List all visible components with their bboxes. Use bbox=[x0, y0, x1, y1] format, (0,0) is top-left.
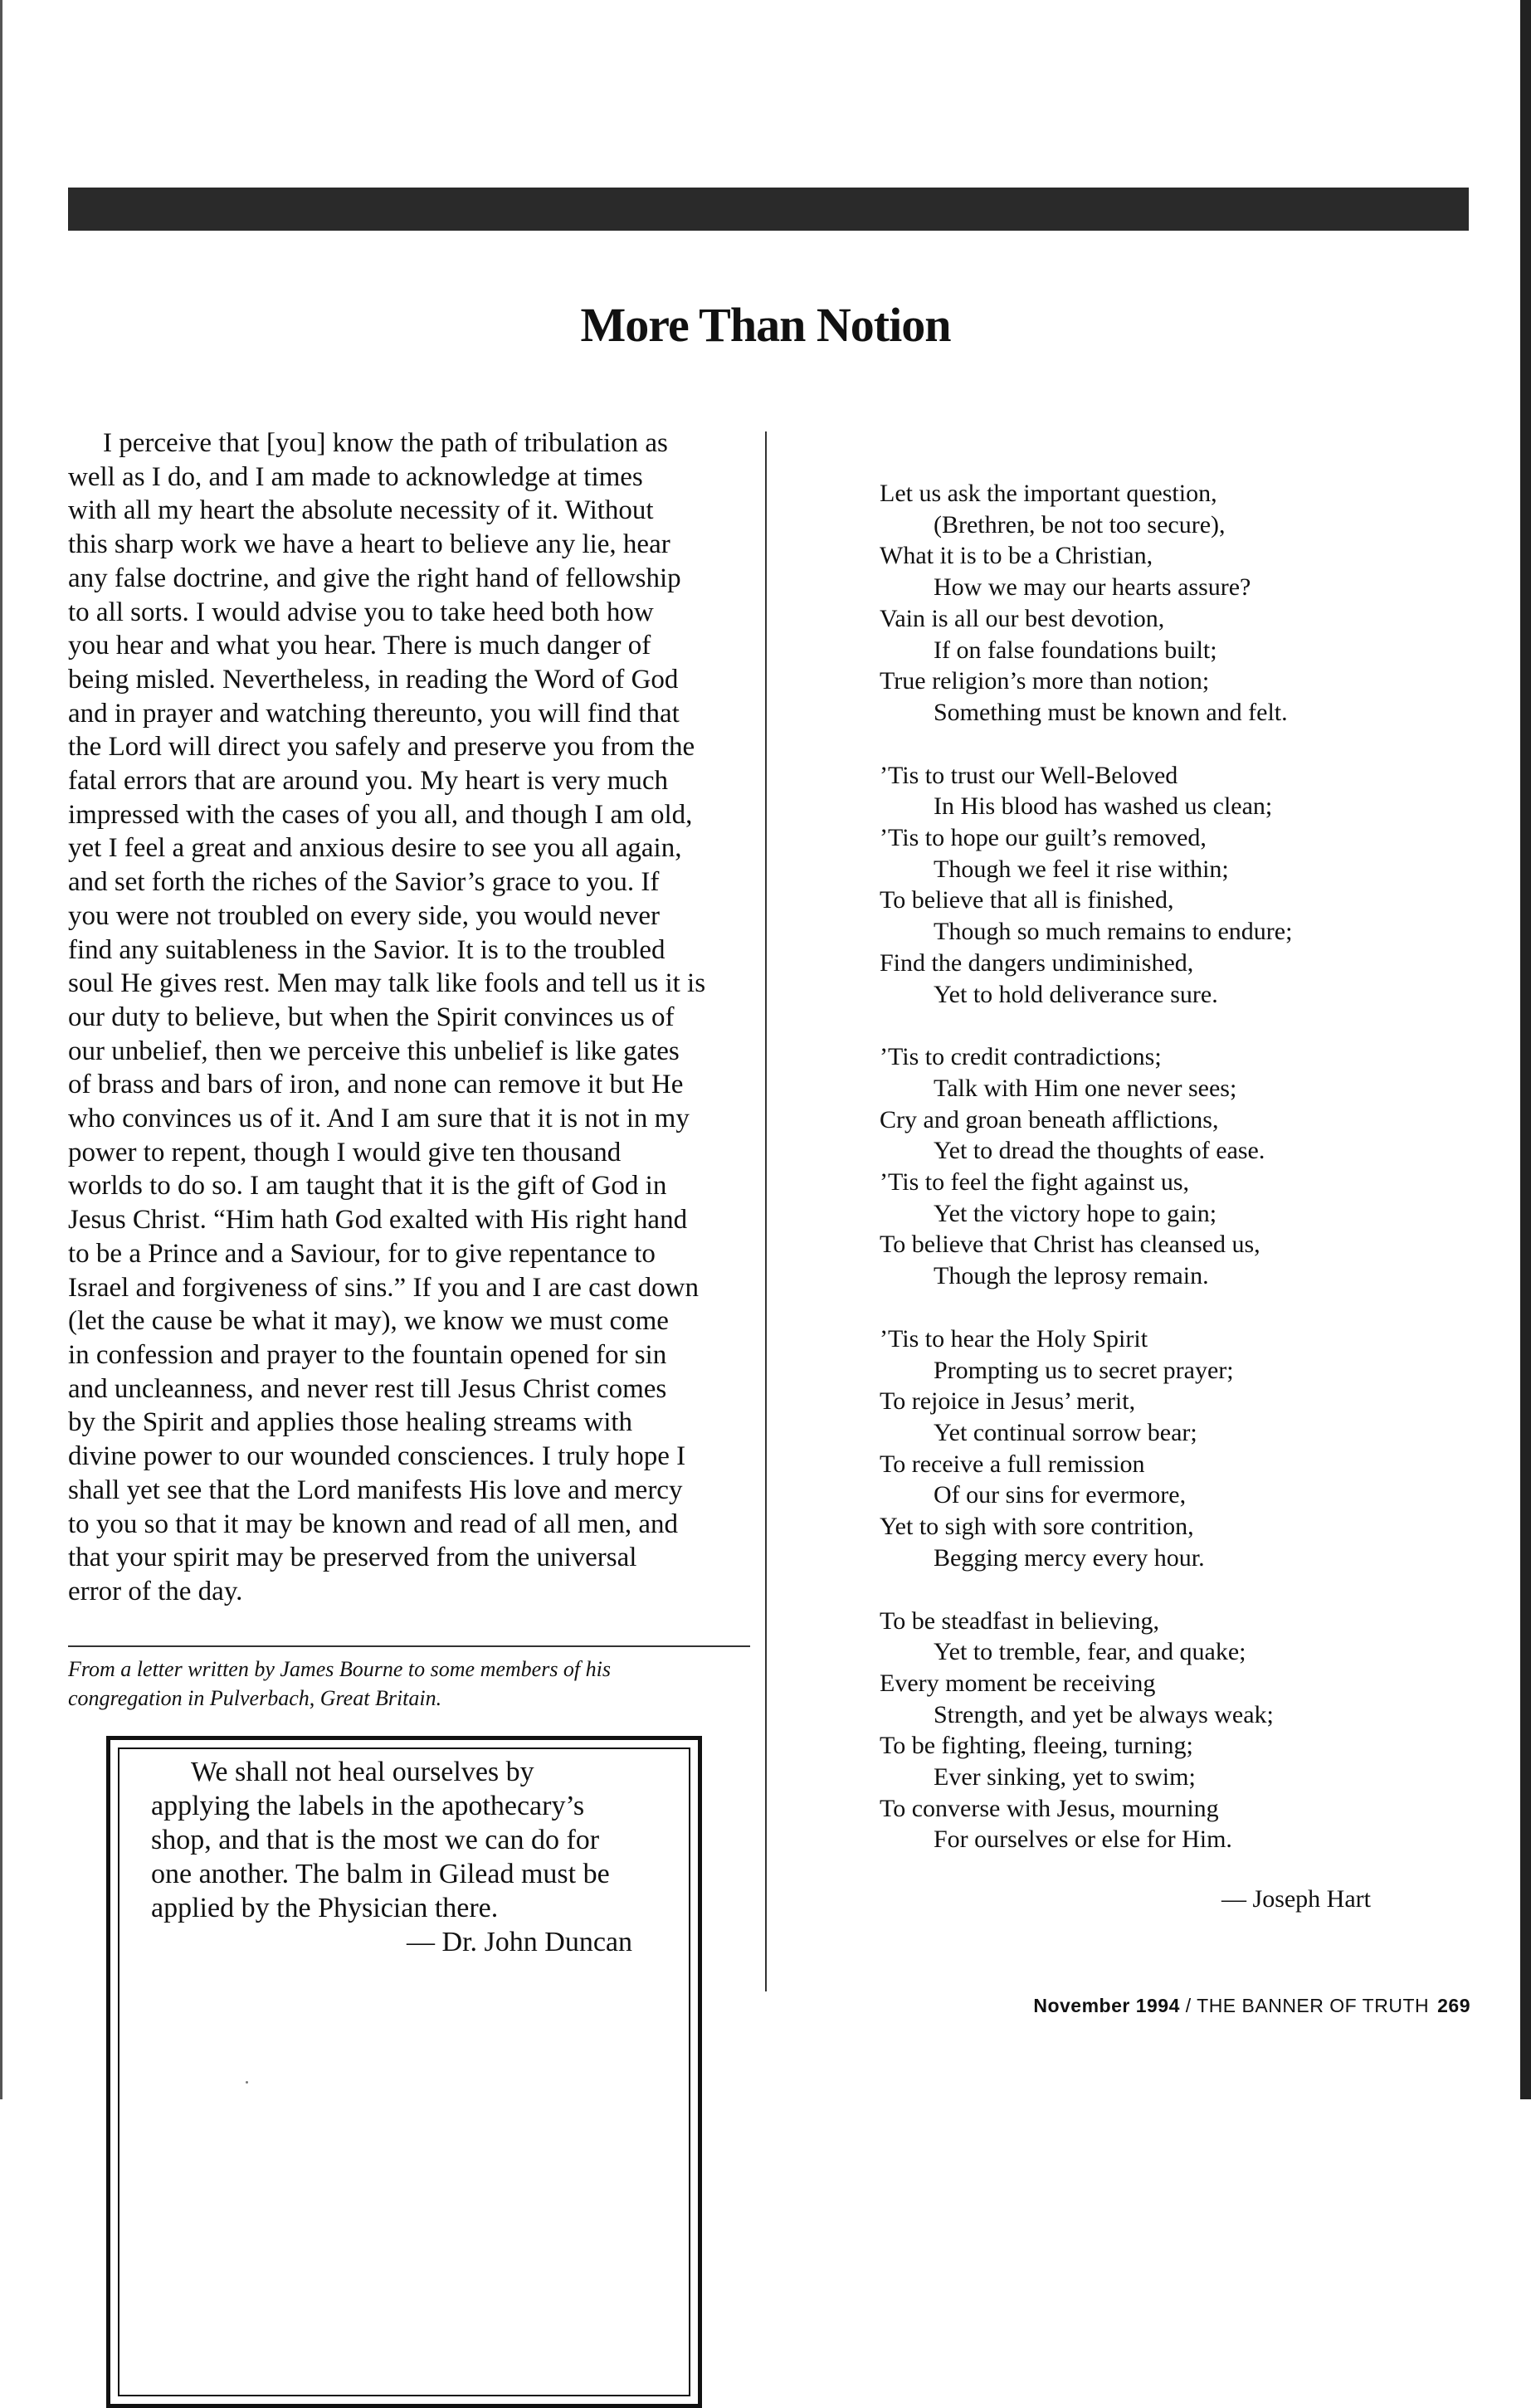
letter-line: and set forth the riches of the Savior’s grace to you. If bbox=[68, 867, 660, 898]
poem-line: ’Tis to trust our Well-Beloved bbox=[880, 761, 1178, 789]
letter-line: the Lord will direct you safely and preserve you from the bbox=[68, 732, 695, 763]
letter-line: and uncleanness, and never rest till Jesus Christ comes bbox=[68, 1373, 667, 1404]
poem-line: To rejoice in Jesus’ merit, bbox=[880, 1387, 1136, 1416]
poem-line: ’Tis to hope our guilt’s removed, bbox=[880, 824, 1207, 852]
poem-line: To be fighting, fleeing, turning; bbox=[880, 1732, 1193, 1760]
letter-line: you were not troubled on every side, you would never bbox=[68, 900, 660, 931]
poem-line: To believe that all is finished, bbox=[880, 886, 1174, 914]
poem-line: Yet to dread the thoughts of ease. bbox=[934, 1137, 1265, 1165]
poem-line: Vain is all our best devotion, bbox=[880, 604, 1165, 632]
letter-line: being misled. Nevertheless, in reading the Word of God bbox=[68, 664, 679, 695]
poem bbox=[880, 478, 1477, 1887]
poem-line: To receive a full remission bbox=[880, 1450, 1145, 1478]
letter-line: of brass and bars of iron, and none can remove it but He bbox=[68, 1070, 684, 1100]
poem-stanza bbox=[880, 1041, 1477, 1292]
poem-line: Talk with Him one never sees; bbox=[934, 1074, 1237, 1102]
letter-line: our unbelief, then we perceive this unbelief is like gates bbox=[68, 1036, 680, 1066]
poem-line: ’Tis to credit contradictions; bbox=[880, 1043, 1162, 1071]
letter-line: our duty to believe, but when the Spirit convinces us of bbox=[68, 1002, 675, 1032]
poem-line: Yet to sigh with sore contrition, bbox=[880, 1513, 1194, 1541]
letter-line: who convinces us of it. And I am sure that it is not in my bbox=[68, 1104, 690, 1134]
letter-line: to you so that it may be known and read of all men, and bbox=[68, 1509, 678, 1539]
letter-line: to be a Prince and a Saviour, for to give repentance to bbox=[68, 1238, 656, 1269]
poem-line: To believe that Christ has cleansed us, bbox=[880, 1231, 1260, 1259]
poem-line: Strength, and yet be always weak; bbox=[934, 1700, 1274, 1728]
poem-line: ’Tis to feel the fight against us, bbox=[880, 1168, 1190, 1197]
letter-line: and in prayer and watching thereunto, you will find that bbox=[68, 698, 680, 729]
letter-line: I perceive that [you] know the path of tribulation as bbox=[103, 428, 668, 458]
letter-line: yet I feel a great and anxious desire to see you all again, bbox=[68, 833, 682, 864]
letter-line: (let the cause be what it may), we know we must come bbox=[68, 1306, 669, 1337]
poem-line: Something must be known and felt. bbox=[934, 698, 1288, 726]
source-line: congregation in Pulverbach, Great Britain. bbox=[68, 1686, 442, 1710]
poem-stanza bbox=[880, 1606, 1477, 1856]
letter-line: soul He gives rest. Men may talk like fools and tell us it is bbox=[68, 968, 706, 999]
page-number: 269 bbox=[1437, 1995, 1470, 2016]
letter-line: impressed with the cases of you all, and though I am old, bbox=[68, 799, 693, 830]
letter-line: in confession and prayer to the fountain opened for sin bbox=[68, 1339, 667, 1370]
letter-text bbox=[68, 427, 757, 1609]
quote-attribution: — Dr. John Duncan bbox=[407, 1927, 632, 1957]
poem-line: Find the dangers undiminished, bbox=[880, 948, 1194, 977]
letter-line: that your spirit may be preserved from the universal bbox=[68, 1543, 637, 1573]
quote-line: one another. The balm in Gilead must be bbox=[151, 1859, 610, 1889]
letter-line: well as I do, and I am made to acknowledge at times bbox=[68, 461, 643, 492]
letter-line: error of the day. bbox=[68, 1576, 243, 1606]
letter-line: any false doctrine, and give the right hand of fellowship bbox=[68, 563, 681, 593]
poem-line: For ourselves or else for Him. bbox=[934, 1825, 1232, 1854]
letter-line: by the Spirit and applies those healing streams with bbox=[68, 1407, 633, 1438]
poem-line: Yet to hold deliverance sure. bbox=[934, 980, 1218, 1008]
quote-line: We shall not heal ourselves by bbox=[191, 1757, 534, 1787]
poem-line: Begging mercy every hour. bbox=[934, 1543, 1205, 1572]
source-line: From a letter written by James Bourne to some members of his bbox=[68, 1657, 611, 1681]
letter-line: find any suitableness in the Savior. It is to the troubled bbox=[68, 934, 666, 965]
letter-line: shall yet see that the Lord manifests His love and mercy bbox=[68, 1475, 683, 1505]
quote-line: applying the labels in the apothecary’s bbox=[151, 1791, 585, 1821]
poem-line: Yet the victory hope to gain; bbox=[934, 1199, 1217, 1227]
quote-line: applied by the Physician there. bbox=[151, 1893, 499, 1923]
quote-line: shop, and that is the most we can do for bbox=[151, 1825, 600, 1855]
poem-stanza bbox=[880, 1323, 1477, 1574]
poem-line: To converse with Jesus, mourning bbox=[880, 1794, 1219, 1822]
poem-line: Let us ask the important question, bbox=[880, 480, 1217, 507]
letter-source-note bbox=[68, 1655, 757, 1713]
letter-line: worlds to do so. I am taught that it is the gift of God in bbox=[68, 1171, 667, 1202]
source-divider bbox=[68, 1645, 750, 1647]
page-footer bbox=[913, 1995, 1470, 2017]
letter-line: this sharp work we have a heart to believe any lie, hear bbox=[68, 529, 670, 560]
poem-line: True religion’s more than notion; bbox=[880, 667, 1210, 695]
scan-speck bbox=[246, 2081, 248, 2084]
letter-line: divine power to our wounded consciences. I truly hope I bbox=[68, 1441, 686, 1472]
page-title: More Than Notion bbox=[580, 298, 951, 352]
poem-line: Ever sinking, yet to swim; bbox=[934, 1763, 1196, 1791]
poem-stanza bbox=[880, 760, 1477, 1011]
poem-line: Though we feel it rise within; bbox=[934, 855, 1229, 883]
poem-attribution: — Joseph Hart bbox=[1221, 1885, 1371, 1913]
poem-line: To be steadfast in believing, bbox=[880, 1606, 1159, 1635]
poem-line: Cry and groan beneath afflictions, bbox=[880, 1105, 1219, 1133]
poem-line: (Brethren, be not too secure), bbox=[934, 510, 1226, 539]
pull-quote bbox=[151, 1755, 682, 1959]
poem-line: How we may our hearts assure? bbox=[934, 573, 1251, 602]
poem-line: What it is to be a Christian, bbox=[880, 542, 1153, 570]
header-bar bbox=[68, 188, 1469, 231]
column-divider bbox=[765, 431, 767, 1991]
letter-line: fatal errors that are around you. My heart is very much bbox=[68, 766, 668, 797]
poem-stanza bbox=[880, 478, 1477, 729]
poem-line: Though the leprosy remain. bbox=[934, 1262, 1209, 1290]
letter-line: Jesus Christ. “Him hath God exalted with His right hand bbox=[68, 1205, 688, 1236]
poem-line: ’Tis to hear the Holy Spirit bbox=[880, 1324, 1148, 1353]
poem-line: Yet continual sorrow bear; bbox=[934, 1418, 1197, 1446]
poem-line: Of our sins for evermore, bbox=[934, 1481, 1187, 1509]
footer-separator: / bbox=[1179, 1995, 1197, 2016]
letter-line: you hear and what you hear. There is much danger of bbox=[68, 631, 651, 661]
poem-line: Every moment be receiving bbox=[880, 1669, 1156, 1697]
poem-line: In His blood has washed us clean; bbox=[934, 792, 1273, 821]
poem-line: Though so much remains to endure; bbox=[934, 918, 1293, 946]
letter-line: to all sorts. I would advise you to take heed both how bbox=[68, 597, 654, 627]
letter-line: power to repent, though I would give ten thousand bbox=[68, 1137, 622, 1167]
poem-line: If on false foundations built; bbox=[934, 636, 1217, 664]
poem-line: Prompting us to secret prayer; bbox=[934, 1356, 1234, 1384]
footer-issue: November 1994 bbox=[1033, 1995, 1180, 2016]
letter-line: with all my heart the absolute necessity of it. Without bbox=[68, 495, 654, 526]
letter-line: Israel and forgiveness of sins.” If you and I are cast down bbox=[68, 1272, 699, 1303]
footer-publication: THE BANNER OF TRUTH bbox=[1197, 1995, 1430, 2016]
poem-line: Yet to tremble, fear, and quake; bbox=[934, 1638, 1246, 1666]
